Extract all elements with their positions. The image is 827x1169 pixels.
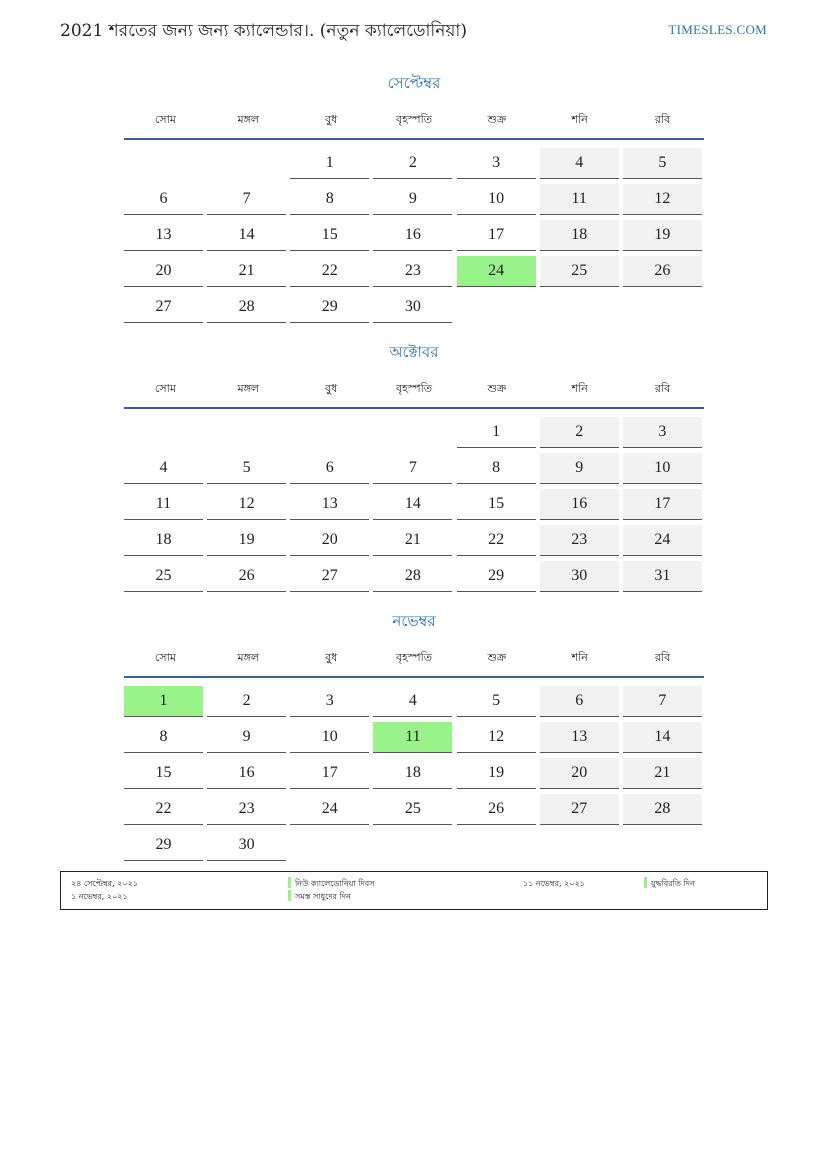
day-number: 2	[575, 423, 584, 440]
legend-holiday-name: নিউ ক্যালেডোনিয়া দিবস	[295, 879, 375, 888]
day-number: 10	[321, 728, 338, 745]
day-number: 4	[408, 692, 417, 709]
weekday-label: মঙ্গল	[237, 650, 260, 664]
day-cell[interactable]	[290, 489, 369, 520]
day-cell[interactable]	[457, 453, 536, 484]
weekend-day-cell[interactable]	[540, 256, 619, 287]
day-number: 25	[155, 567, 172, 584]
day-number: 28	[238, 298, 255, 315]
weekend-day-cell[interactable]	[623, 220, 702, 251]
day-number: 1	[159, 692, 168, 709]
day-cell[interactable]	[457, 561, 536, 592]
weekend-day-cell[interactable]	[540, 417, 619, 448]
empty-day-cell	[373, 830, 452, 860]
day-number: 12	[654, 190, 671, 207]
weekend-day-cell[interactable]	[540, 722, 619, 753]
empty-day-cell	[623, 830, 702, 860]
empty-day-cell	[540, 830, 619, 860]
weekend-day-cell[interactable]	[623, 489, 702, 520]
day-number: 29	[155, 836, 172, 853]
weekday-label: শনি	[571, 650, 588, 664]
day-number: 13	[571, 728, 588, 745]
day-number: 27	[155, 298, 172, 315]
day-number: 15	[488, 495, 505, 512]
day-cell[interactable]	[373, 148, 452, 179]
brand-link[interactable]: TIMESLES.COM	[668, 22, 767, 37]
day-number: 7	[242, 190, 251, 207]
day-number: 17	[488, 226, 505, 243]
day-number: 24	[654, 531, 671, 548]
day-number: 4	[575, 154, 584, 171]
day-cell[interactable]	[124, 453, 203, 484]
day-number: 11	[405, 728, 421, 745]
day-cell[interactable]	[207, 453, 286, 484]
day-number: 18	[571, 226, 588, 243]
day-cell[interactable]	[290, 686, 369, 717]
day-cell[interactable]	[207, 794, 286, 825]
day-number: 7	[408, 459, 417, 476]
day-cell[interactable]	[373, 525, 452, 556]
week-row	[124, 521, 704, 557]
day-number: 17	[654, 495, 671, 512]
weekend-day-cell[interactable]	[540, 794, 619, 825]
empty-day-cell	[457, 292, 536, 322]
day-number: 12	[488, 728, 505, 745]
holiday-legend	[60, 871, 768, 910]
day-cell[interactable]	[124, 184, 203, 215]
weekday-label: মঙ্গল	[237, 381, 260, 395]
weekend-day-cell[interactable]	[623, 722, 702, 753]
day-cell[interactable]	[207, 184, 286, 215]
day-number: 26	[238, 567, 255, 584]
day-cell[interactable]	[207, 830, 286, 861]
day-number: 15	[321, 226, 338, 243]
day-number: 31	[654, 567, 671, 584]
day-number: 23	[571, 531, 588, 548]
weekday-label: রবি	[654, 650, 671, 664]
week-row	[124, 557, 704, 593]
day-number: 9	[408, 190, 417, 207]
weekend-day-cell[interactable]	[623, 148, 702, 179]
weekday-header	[124, 102, 704, 138]
day-number: 14	[654, 728, 671, 745]
empty-day-cell	[373, 417, 452, 447]
day-number: 26	[654, 262, 671, 279]
day-number: 25	[404, 800, 421, 817]
day-number: 13	[321, 495, 338, 512]
weekend-day-cell[interactable]	[623, 686, 702, 717]
day-number: 30	[404, 298, 421, 315]
month-calendar	[124, 608, 704, 862]
weekday-label: শনি	[571, 381, 588, 395]
empty-day-cell	[623, 292, 702, 322]
legend-date: ১১ নভেম্বর, ২০২১	[523, 879, 585, 888]
month-title: অক্টোবর	[389, 343, 439, 361]
month-title: সেপ্টেম্বর	[387, 74, 441, 92]
day-number: 19	[654, 226, 671, 243]
day-number: 20	[321, 531, 338, 548]
day-number: 18	[404, 764, 421, 781]
weekday-label: শুক্র	[487, 381, 507, 395]
day-number: 28	[404, 567, 421, 584]
day-number: 22	[321, 262, 338, 279]
day-number: 27	[571, 800, 588, 817]
weekend-day-cell[interactable]	[623, 561, 702, 592]
weekend-day-cell[interactable]	[623, 758, 702, 789]
holiday-day-cell[interactable]	[457, 256, 536, 287]
empty-day-cell	[207, 148, 286, 178]
weekday-label: বৃহস্পতি	[396, 112, 432, 126]
holiday-day-cell[interactable]	[373, 722, 452, 753]
page-title: 2021 শরতের জন্য জন্য ক্যালেন্ডার।. (নতুন ক্যালেডোনিয়া)	[60, 21, 467, 41]
day-cell[interactable]	[124, 722, 203, 753]
day-cell[interactable]	[207, 220, 286, 251]
day-number: 23	[238, 800, 255, 817]
day-number: 29	[321, 298, 338, 315]
day-cell[interactable]	[290, 453, 369, 484]
day-number: 18	[155, 531, 172, 548]
week-row	[124, 682, 704, 718]
day-number: 28	[654, 800, 671, 817]
legend-marker	[288, 877, 291, 888]
weekend-day-cell[interactable]	[623, 184, 702, 215]
day-number: 16	[571, 495, 588, 512]
weekday-label: সোম	[154, 381, 176, 395]
day-number: 10	[488, 190, 505, 207]
day-cell[interactable]	[457, 525, 536, 556]
weekday-label: সোম	[154, 112, 176, 126]
weekday-label: শুক্র	[487, 112, 507, 126]
empty-day-cell	[124, 148, 203, 178]
month-title: নভেম্বর	[392, 612, 436, 630]
empty-day-cell	[290, 417, 369, 447]
legend-holiday-name: সমস্ত সাধুদের দিন	[295, 892, 351, 901]
day-cell[interactable]	[373, 561, 452, 592]
day-cell[interactable]	[290, 184, 369, 215]
empty-day-cell	[207, 417, 286, 447]
week-row	[124, 413, 704, 449]
day-number: 6	[325, 459, 334, 476]
day-cell[interactable]	[373, 758, 452, 789]
week-row	[124, 180, 704, 216]
legend-marker	[644, 877, 647, 888]
day-cell[interactable]	[207, 686, 286, 717]
legend-date: ২৪ সেপ্টেম্বর, ২০২১	[71, 879, 138, 888]
holiday-day-cell[interactable]	[124, 686, 203, 717]
day-cell[interactable]	[373, 292, 452, 323]
day-number: 5	[242, 459, 251, 476]
day-number: 19	[488, 764, 505, 781]
weekend-day-cell[interactable]	[623, 525, 702, 556]
day-cell[interactable]	[373, 220, 452, 251]
day-number: 1	[492, 423, 501, 440]
weekday-label: রবি	[654, 381, 671, 395]
day-cell[interactable]	[457, 686, 536, 717]
weekend-day-cell[interactable]	[623, 256, 702, 287]
day-number: 14	[238, 226, 255, 243]
day-number: 29	[488, 567, 505, 584]
empty-day-cell	[540, 292, 619, 322]
weekday-label: শুক্র	[487, 650, 507, 664]
day-number: 26	[488, 800, 505, 817]
weekend-day-cell[interactable]	[540, 148, 619, 179]
day-number: 30	[238, 836, 255, 853]
week-row	[124, 790, 704, 826]
day-cell[interactable]	[290, 794, 369, 825]
day-number: 9	[242, 728, 251, 745]
week-row	[124, 718, 704, 754]
day-cell[interactable]	[290, 561, 369, 592]
day-number: 15	[155, 764, 172, 781]
week-row	[124, 288, 704, 324]
empty-day-cell	[124, 417, 203, 447]
day-number: 11	[155, 495, 172, 512]
day-number: 8	[159, 728, 168, 745]
day-number: 16	[238, 764, 255, 781]
weekend-day-cell[interactable]	[540, 686, 619, 717]
weekend-day-cell[interactable]	[540, 489, 619, 520]
day-number: 2	[242, 692, 251, 709]
day-cell[interactable]	[207, 561, 286, 592]
week-row	[124, 144, 704, 180]
day-cell[interactable]	[124, 489, 203, 520]
day-cell[interactable]	[124, 794, 203, 825]
day-cell[interactable]	[207, 525, 286, 556]
day-number: 5	[492, 692, 501, 709]
weekday-label: শনি	[571, 112, 588, 126]
day-cell[interactable]	[124, 830, 203, 861]
weekend-day-cell[interactable]	[540, 525, 619, 556]
day-cell[interactable]	[373, 794, 452, 825]
legend-marker	[288, 890, 291, 901]
day-cell[interactable]	[457, 722, 536, 753]
day-cell[interactable]	[207, 758, 286, 789]
weekday-label: বুধ	[325, 650, 338, 664]
day-cell[interactable]	[207, 489, 286, 520]
day-number: 3	[658, 423, 667, 440]
day-number: 6	[575, 692, 584, 709]
weekend-day-cell[interactable]	[540, 758, 619, 789]
day-cell[interactable]	[373, 184, 452, 215]
day-number: 21	[404, 531, 421, 548]
day-number: 6	[159, 190, 168, 207]
day-number: 21	[654, 764, 671, 781]
day-cell[interactable]	[124, 561, 203, 592]
day-number: 20	[571, 764, 588, 781]
day-cell[interactable]	[457, 148, 536, 179]
day-number: 1	[325, 154, 334, 171]
day-cell[interactable]	[290, 148, 369, 179]
day-number: 12	[238, 495, 255, 512]
day-number: 16	[404, 226, 421, 243]
weekday-label: বৃহস্পতি	[396, 381, 432, 395]
day-cell[interactable]	[373, 489, 452, 520]
day-number: 13	[155, 226, 172, 243]
day-cell[interactable]	[290, 256, 369, 287]
day-cell[interactable]	[290, 220, 369, 251]
empty-day-cell	[457, 830, 536, 860]
day-number: 10	[654, 459, 671, 476]
header-divider	[124, 138, 704, 140]
week-row	[124, 826, 704, 862]
day-cell[interactable]	[373, 256, 452, 287]
week-row	[124, 754, 704, 790]
day-cell[interactable]	[124, 220, 203, 251]
day-number: 30	[571, 567, 588, 584]
weekend-day-cell[interactable]	[623, 453, 702, 484]
day-cell[interactable]	[124, 758, 203, 789]
weekday-header	[124, 371, 704, 407]
day-cell[interactable]	[290, 292, 369, 323]
day-number: 8	[492, 459, 501, 476]
day-number: 21	[238, 262, 255, 279]
weekend-day-cell[interactable]	[540, 561, 619, 592]
day-number: 22	[488, 531, 505, 548]
day-cell[interactable]	[124, 525, 203, 556]
week-row	[124, 485, 704, 521]
day-cell[interactable]	[457, 417, 536, 448]
day-number: 4	[159, 459, 168, 476]
day-cell[interactable]	[290, 525, 369, 556]
day-number: 3	[492, 154, 501, 171]
day-number: 11	[571, 190, 587, 207]
day-cell[interactable]	[207, 722, 286, 753]
weekend-day-cell[interactable]	[540, 453, 619, 484]
day-cell[interactable]	[290, 722, 369, 753]
day-cell[interactable]	[457, 794, 536, 825]
weekend-day-cell[interactable]	[540, 184, 619, 215]
weekday-label: মঙ্গল	[237, 112, 260, 126]
day-number: 24	[488, 262, 505, 279]
week-row	[124, 252, 704, 288]
legend-holiday-name: যুদ্ধবিরতি দিন	[651, 879, 695, 888]
day-cell[interactable]	[457, 184, 536, 215]
day-number: 22	[155, 800, 172, 817]
day-number: 25	[571, 262, 588, 279]
day-cell[interactable]	[290, 758, 369, 789]
day-cell[interactable]	[457, 489, 536, 520]
day-number: 2	[408, 154, 417, 171]
weekday-label: রবি	[654, 112, 671, 126]
day-number: 5	[658, 154, 667, 171]
day-number: 3	[325, 692, 334, 709]
day-number: 20	[155, 262, 172, 279]
day-cell[interactable]	[124, 256, 203, 287]
day-cell[interactable]	[207, 292, 286, 323]
header-divider	[124, 407, 704, 409]
month-calendar	[124, 339, 704, 593]
day-number: 19	[238, 531, 255, 548]
day-cell[interactable]	[373, 453, 452, 484]
weekday-label: বুধ	[325, 381, 338, 395]
week-row	[124, 216, 704, 252]
day-number: 8	[325, 190, 334, 207]
day-number: 24	[321, 800, 338, 817]
day-cell[interactable]	[207, 256, 286, 287]
weekend-day-cell[interactable]	[623, 794, 702, 825]
day-number: 7	[658, 692, 667, 709]
empty-day-cell	[290, 830, 369, 860]
day-cell[interactable]	[124, 292, 203, 323]
day-number: 23	[404, 262, 421, 279]
week-row	[124, 449, 704, 485]
weekend-day-cell[interactable]	[623, 417, 702, 448]
legend-date: ১ নভেম্বর, ২০২১	[71, 892, 128, 901]
weekday-label: সোম	[154, 650, 176, 664]
day-cell[interactable]	[373, 686, 452, 717]
day-number: 9	[575, 459, 584, 476]
weekday-label: বৃহস্পতি	[396, 650, 432, 664]
day-number: 14	[404, 495, 421, 512]
weekday-label: বুধ	[325, 112, 338, 126]
weekday-header	[124, 640, 704, 676]
weekend-day-cell[interactable]	[540, 220, 619, 251]
header-divider	[124, 676, 704, 678]
day-number: 17	[321, 764, 338, 781]
day-cell[interactable]	[457, 220, 536, 251]
day-number: 27	[321, 567, 338, 584]
month-calendar	[124, 70, 704, 324]
day-cell[interactable]	[457, 758, 536, 789]
